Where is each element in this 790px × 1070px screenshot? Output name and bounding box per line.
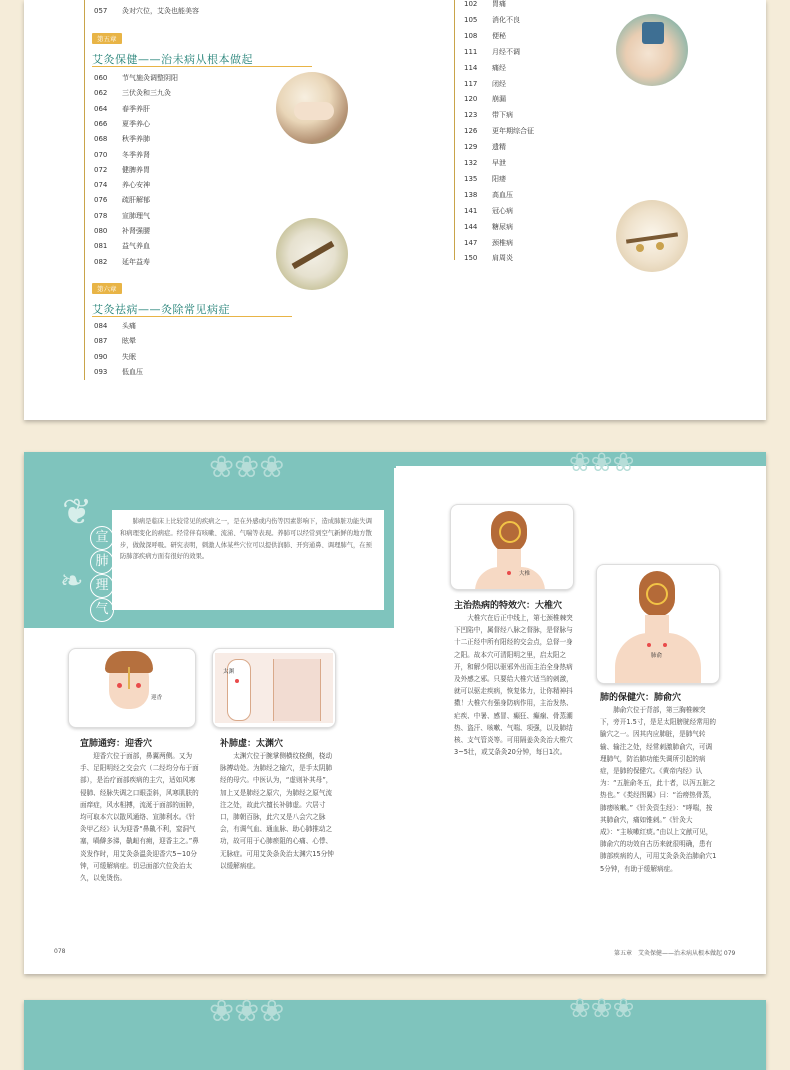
toc-entry[interactable]: 066 夏季养心 (94, 119, 150, 128)
toc-entry[interactable]: 084 头痛 (94, 322, 136, 330)
ornament-icon: ❀❀❀ (209, 450, 285, 485)
chapter-badge: 第五章 (92, 33, 122, 44)
toc-entry[interactable]: 068 秋季养肺 (94, 135, 150, 144)
toc-entry[interactable]: 129 遗精 (464, 143, 506, 152)
section-body: 肺俞穴位于背部，第三胸椎棘突下，旁开1.5寸，是足太阳膀胱经常用的腧穴之一。因其内应肺脏，是肺气转输、输注之处，经常刺激肺俞穴，可调理肺气，防治肺功能失调所引起的病症，是肺的保健穴。《黄帝内经》认为：“五脏俞冬五，此十者，以泻五脏之热也。”《类经图翼》曰：“治痨热骨蒸，肺痿咳嗽。”《针灸资生经》：“哮喘，按其肺俞穴，痛如锥刺。”《针灸大成》：“主咳嗽红痰。”由以上文献可见，肺俞穴的功效自古历来就很明确，患有肺部疾病的人，可用艾灸条灸治肺俞穴15分钟，有助于缓解病症。 (600, 706, 717, 873)
acupoint-label: 大椎 (519, 571, 531, 577)
toc-entry[interactable]: 070 冬季养肾 (94, 150, 150, 159)
toc-entry[interactable]: 147 颈椎病 (464, 238, 513, 247)
moxa-cones-photo (616, 200, 688, 272)
toc-entry[interactable]: 132 早泄 (464, 159, 506, 167)
ornament-icon: ❀❀❀ (569, 448, 635, 478)
title-char: 肺 (90, 550, 114, 574)
moxa-stick-photo (276, 218, 348, 290)
section-body: 太渊穴位于腕掌侧横纹桡侧，桡动脉搏动处。为肺经之输穴，是手太阴肺经的母穴。中医认为，“虚则补其母”，加上又是肺经之原穴，为肺经之原气流注之处，故此穴擅长补肺虚。穴居寸口，肺朝百脉，此穴又是八会穴之脉会，有调气血、通血脉、助心肺推动之功，故可用于心肺瘀阻的心痛、心悸、无脉症。可用艾灸条灸治太渊穴15分钟以缓解病症。 (220, 752, 334, 870)
chapter-badge: 第六章 (92, 283, 122, 294)
toc-entry[interactable]: 062 三伏灸和三九灸 (94, 89, 171, 98)
toc-right-rule (454, 0, 455, 260)
toc-entry[interactable]: 090 失眠 (94, 352, 136, 361)
ornament-icon: ❀❀❀ (569, 994, 635, 1024)
toc-entry[interactable]: 057 灸对穴位，艾灸也能美容 (94, 7, 199, 15)
next-page-preview (24, 994, 766, 1070)
toc-entry[interactable]: 093 低血压 (94, 367, 143, 376)
neck-illustration (450, 504, 574, 590)
title-char: 气 (90, 598, 114, 622)
toc-entry[interactable]: 135 阳痿 (464, 174, 506, 183)
toc-entry[interactable]: 060 节气施灸调整阴阳 (94, 74, 178, 82)
toc-entry[interactable]: 078 宣肺理气 (94, 211, 150, 220)
section-heading: 主治热病的特效穴：大椎穴 (454, 601, 563, 611)
toc-entry[interactable]: 105 消化不良 (464, 15, 520, 24)
acupoint-label: 太渊 (223, 669, 235, 675)
chapter-title: 艾灸祛病——灸除常见病症 (92, 303, 230, 316)
table-of-contents-page (24, 0, 766, 420)
toc-entry[interactable]: 087 眩晕 (94, 337, 136, 346)
section-heading: 肺的保健穴：肺俞穴 (600, 693, 682, 703)
toc-entry[interactable]: 144 糖尿病 (464, 222, 513, 231)
page-number-left: 078 (54, 948, 66, 955)
section-heading: 补肺虚：太渊穴 (220, 739, 284, 749)
toc-entry[interactable]: 080 补肾强腰 (94, 227, 150, 235)
toc-entry[interactable]: 114 痛经 (464, 63, 506, 72)
section-body: 大椎穴在后正中线上，第七颈椎棘突下凹陷中，属督经八脉之督脉，是督脉与十二正经中所有阳经的交会点，总督一身之阳。故本穴可清阳明之里，启太阳之开，和解少阳以驱邪外出而主治全身热病及外感之邪。只要给大椎穴适当的刺激，就可以驱走疾病，恢复体力，让你精神抖擞！大椎穴有强身防病作用，主治发热、疟疾、中暑、感冒、癫狂、癫痫、骨蒸潮热、盗汗、咳嗽、气喘、项强，以及肺结核、支气管炎等。可用隔姜灸灸治大椎穴3~5壮，或艾条灸20分钟，每日1次。 (454, 614, 573, 757)
toc-entry[interactable]: 123 带下病 (464, 111, 513, 120)
massage-photo (276, 72, 348, 144)
section-body: 迎香穴位于面部，鼻翼两侧。又为手、足阳明经之交会穴（二经均分布于面部），是治疗面部疾病的主穴，适如风寒侵肺、经脉失调之口眼歪斜，风寒肌肤的面痒症，风水相搏，流涎于面部的面肿，均可取本穴以散风通络、宣肺利水。《针灸甲乙经》认为迎香“鼻鼽不利，窒洞气塞，喎僻多涕，鼽衄有痈，迎香主之。”鼻炎发作时，用艾灸条温灸迎香穴5~10分钟，可缓解病症。切忌面部穴位灸治太久，以免烫伤。 (80, 752, 199, 883)
section-heading: 宣肺通窍：迎香穴 (80, 739, 153, 749)
toc-entry[interactable]: 117 闭经 (464, 79, 506, 88)
leaf-ornament-icon: ❦ (62, 492, 93, 533)
acupoint-photo (616, 14, 688, 86)
toc-entry[interactable]: 081 益气养血 (94, 242, 150, 251)
page-header-right: 第五章 艾灸保健——治未病从根本做起 079 (614, 950, 736, 957)
intro-text: 肺病是临床上比较常见的疾病之一，是在外感或内伤等因素影响下，造成肺脏功能失调和病理变化的病症。经常伴有咳嗽、流涕、气喘等表现。养肺可以经常到空气新鲜的地方散步，做做深呼吸。研究表明，刺激人体某些穴位可以提供润肺、开窍通鼻、调理肺气，在预防肺部疾病方面有很好的效果。 (120, 518, 372, 561)
toc-entry[interactable]: 082 延年益寿 (94, 257, 150, 266)
article-spread (24, 448, 766, 974)
acupoint-label: 迎香 (151, 695, 163, 701)
toc-entry[interactable]: 076 疏肝解郁 (94, 196, 150, 205)
chapter-underline (92, 66, 312, 67)
toc-entry[interactable]: 138 高血压 (464, 190, 513, 199)
toc-entry[interactable]: 141 冠心病 (464, 206, 513, 215)
hand-illustration (212, 648, 336, 728)
title-char: 理 (90, 574, 114, 598)
toc-left-rule (84, 0, 85, 380)
toc-entry[interactable]: 072 健脾养胃 (94, 165, 150, 174)
leaf-ornament-icon: ❧ (60, 564, 84, 597)
toc-entry[interactable]: 064 春季养肝 (94, 104, 150, 113)
toc-entry[interactable]: 111 月经不调 (464, 47, 520, 56)
toc-entry[interactable]: 074 养心安神 (94, 181, 150, 190)
toc-entry[interactable]: 108 便秘 (464, 31, 506, 40)
ornament-icon: ❀❀❀ (209, 994, 285, 1029)
acupoint-label: 肺俞 (651, 653, 663, 659)
intro-box (112, 510, 384, 610)
toc-entry[interactable]: 126 更年期综合征 (464, 127, 534, 136)
face-illustration (68, 648, 196, 728)
chapter-underline (92, 316, 292, 317)
toc-entry[interactable]: 150 肩周炎 (464, 254, 513, 263)
toc-entry[interactable]: 102 胃痛 (464, 0, 506, 8)
back-illustration (596, 564, 720, 684)
toc-entry[interactable]: 120 崩漏 (464, 95, 506, 104)
chapter-title: 艾灸保健——治未病从根本做起 (92, 53, 253, 66)
title-char: 宣 (90, 526, 114, 550)
